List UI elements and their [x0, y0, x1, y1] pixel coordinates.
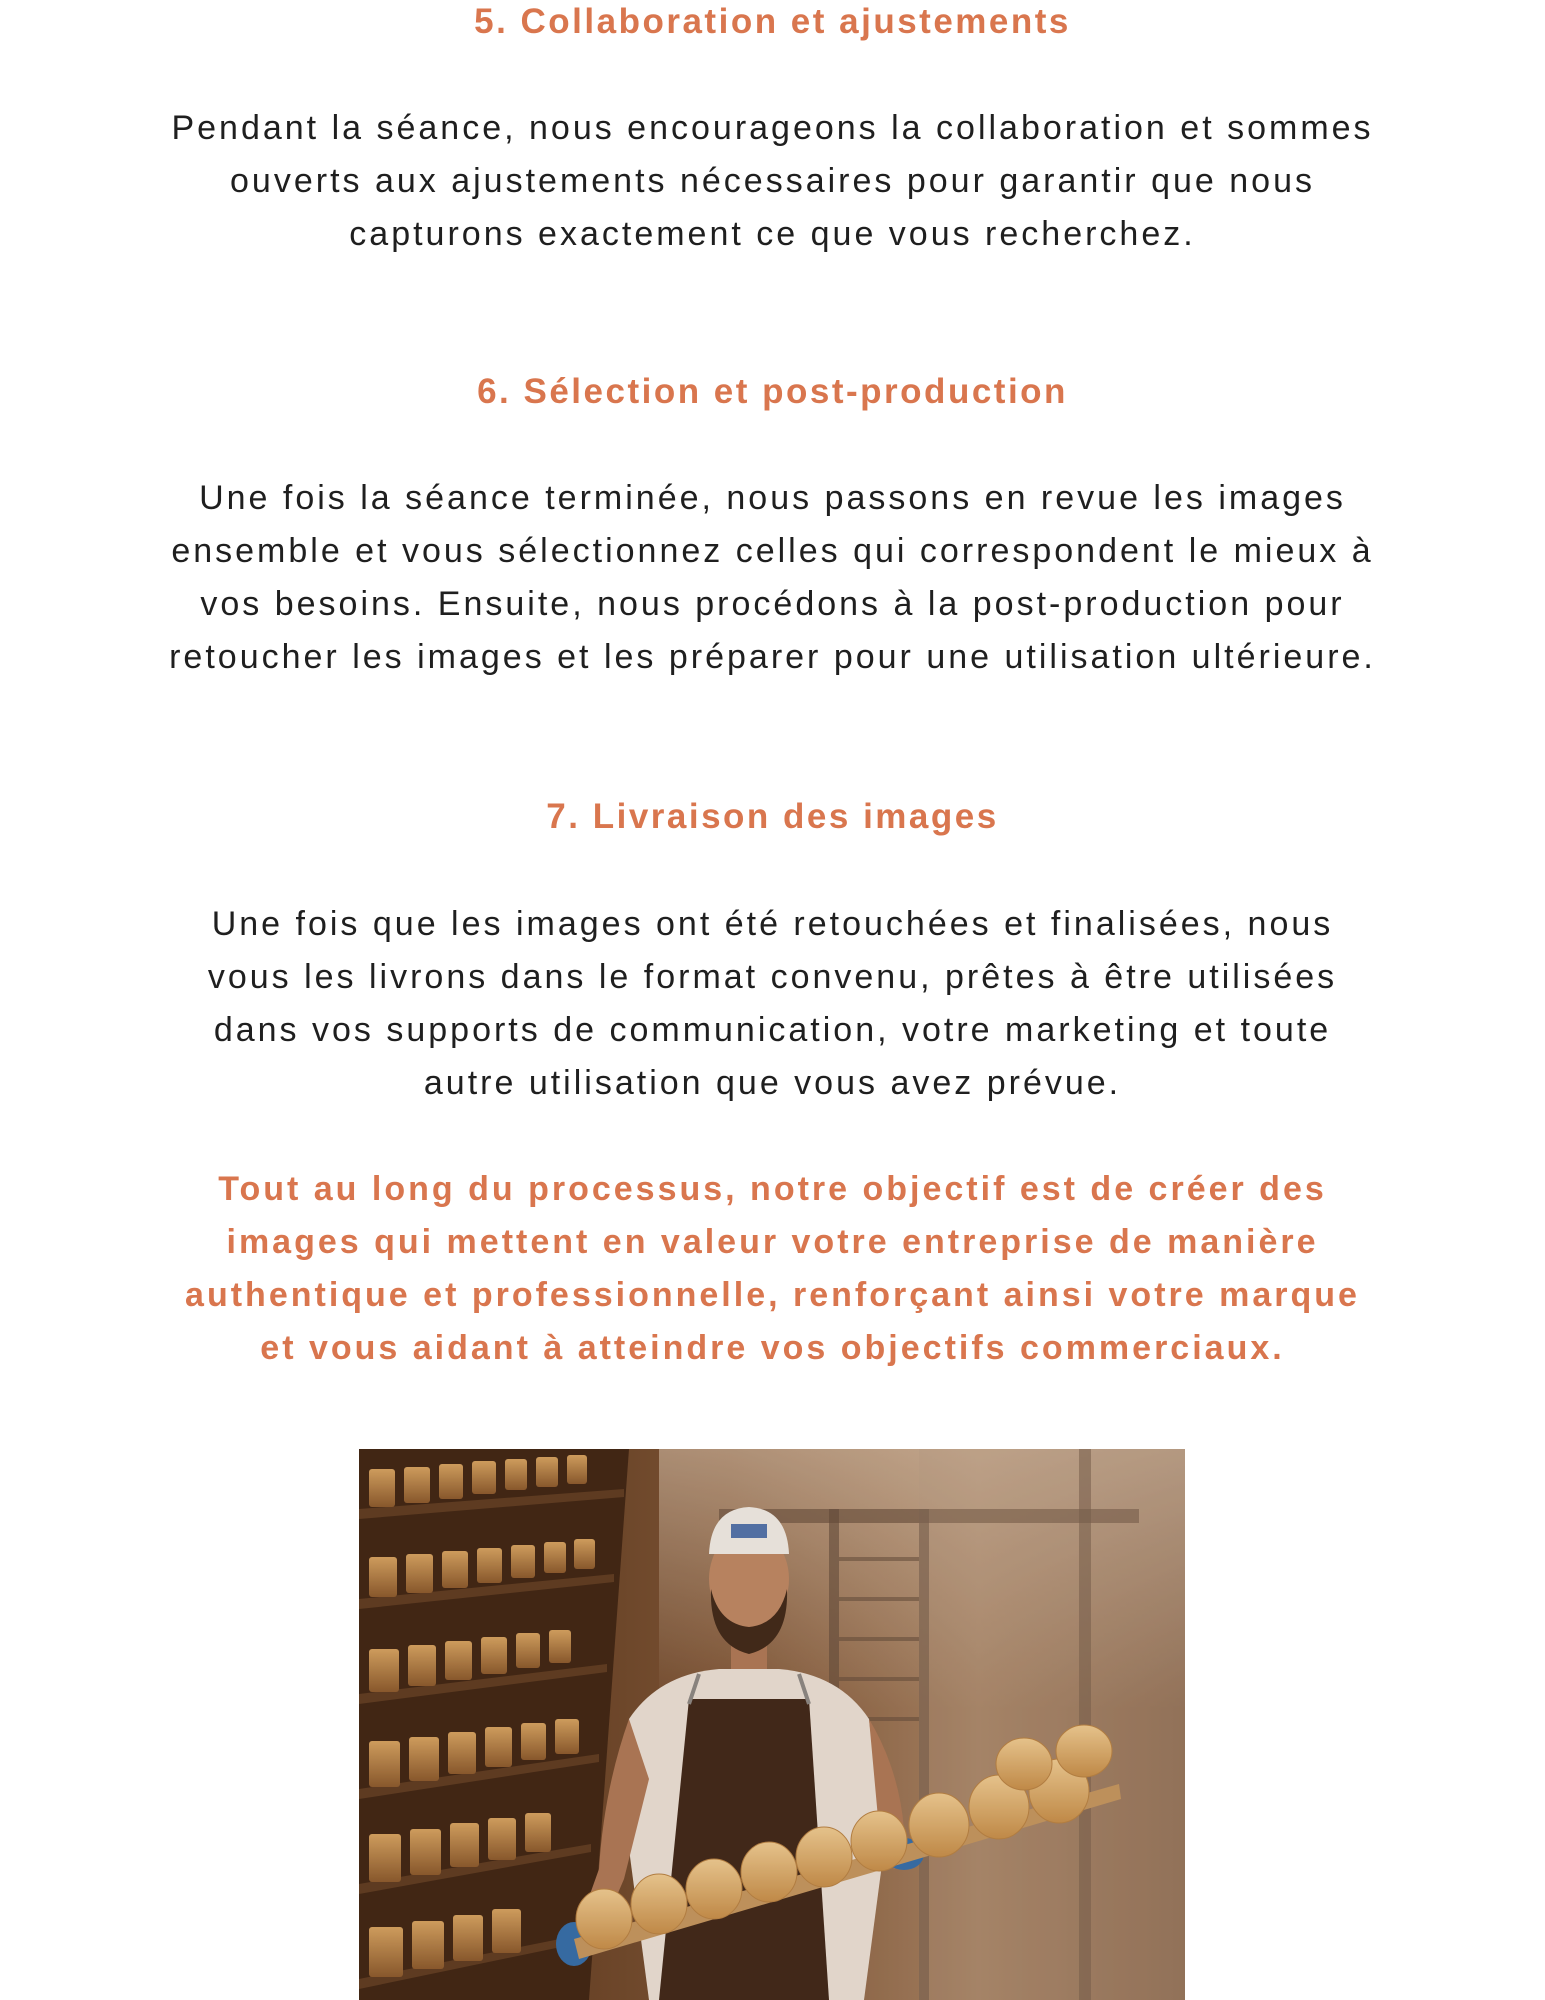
section-text-collaboration: Pendant la séance, nous encourageons la collaboration et sommes ouverts aux ajustements nécessaires pour garantir que nous capturons exactement ce que vous recherchez. [171, 109, 1374, 253]
section-heading-collaboration: 5. Collaboration et ajustements [474, 2, 1071, 41]
section-text-livraison: Une fois que les images ont été retouchées et finalisées, nous vous les livrons dans le format convenu, prêtes à être utilisées dans vos supports de communication, votre marketing et toute autre utilisation que vous avez prévue. [207, 905, 1338, 1102]
cheesemaker-photo [359, 1449, 1185, 2000]
section-heading-selection: 6. Sélection et post-production [477, 372, 1068, 411]
section-text-selection: Une fois la séance terminée, nous passons en revue les images ensemble et vous sélectionnez celles qui correspondent le mieux à vos besoins. Ensuite, nous procédons à la post-production pour retoucher les images et les préparer pour une utilisation ultérieure. [169, 479, 1376, 676]
conclusion-text: Tout au long du processus, notre objectif est de créer des images qui mettent en valeur votre entreprise de manière authentique et professionnelle, renforçant ainsi votre marque et vous aidant à atteindre vos objectifs commerciaux. [185, 1170, 1360, 1367]
section-heading-livraison: 7. Livraison des images [546, 797, 999, 836]
